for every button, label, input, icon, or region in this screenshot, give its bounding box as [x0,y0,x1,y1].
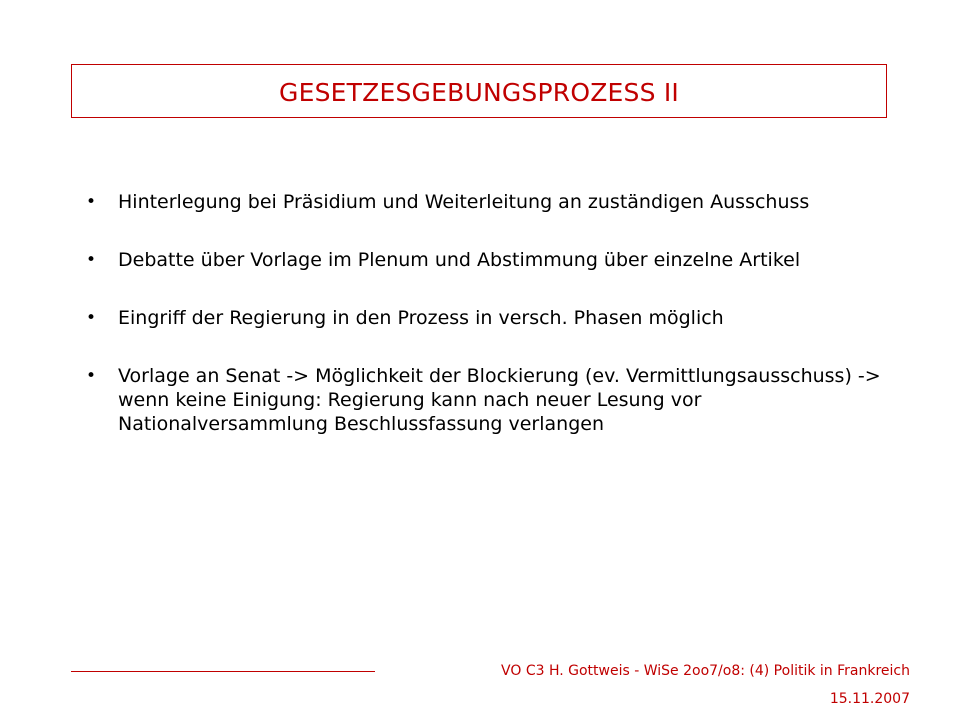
footer-divider [71,671,375,672]
bullet-item [86,364,886,436]
bullet-icon: • [86,308,97,328]
bullet-text: Debatte über Vorlage im Plenum und Abstimmung über einzelne Artikel [118,249,801,271]
bullet-icon: • [86,192,97,212]
bullet-item [86,306,886,330]
bullet-icon: • [86,366,97,386]
bullet-text: Eingriff der Regierung in den Prozess in versch. Phasen möglich [118,307,724,329]
bullet-item [86,248,886,272]
bullet-item [86,190,886,214]
bullet-text: Vorlage an Senat -> Möglichkeit der Blockierung (ev. Vermittlungsausschuss) -> wenn keine Einigung: Regierung kann nach neuer Lesung vor Nationalversammlung Beschlussfassung verlangen [118,365,881,435]
bullet-text: Hinterlegung bei Präsidium und Weiterleitung an zuständigen Ausschuss [118,191,810,213]
title-box [71,64,887,118]
bullet-icon: • [86,250,97,270]
bullet-list [86,190,886,436]
footer-date: 15.11.2007 [829,691,910,707]
slide-title: GESETZESGEBUNGSPROZESS II [279,77,679,107]
footer-course-info: VO C3 H. Gottweis - WiSe 2oo7/o8: (4) Politik in Frankreich [501,663,910,679]
